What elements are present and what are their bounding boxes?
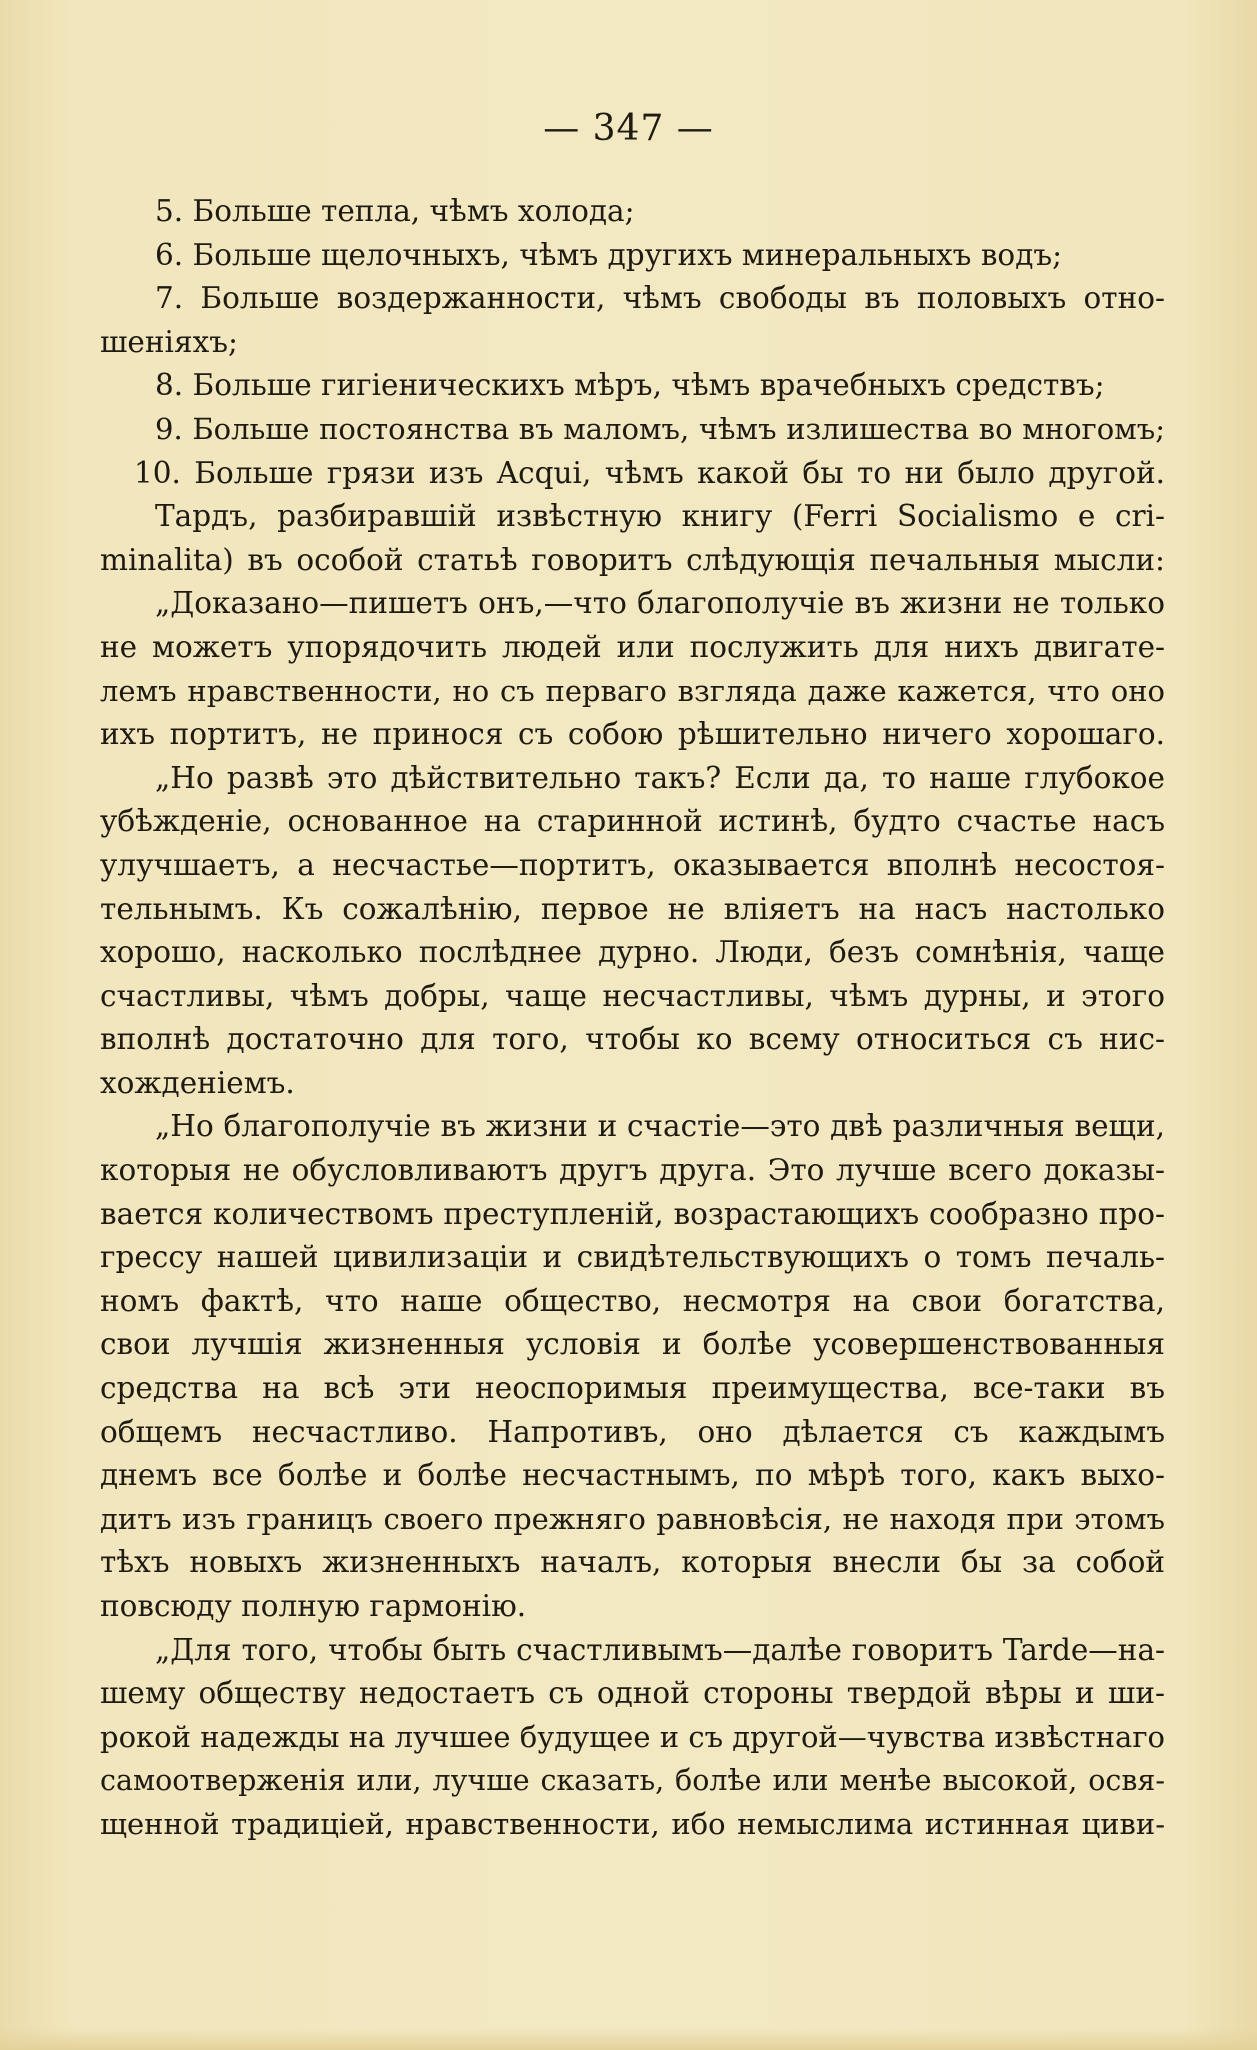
text-line: Тардъ, разбиравшій извѣстную книгу (Ferri Socialismo e cri- [155, 499, 1165, 534]
text-line: лемъ нравственности, но съ перваго взгляда даже кажется, что оно [100, 673, 1165, 708]
text-line: 9. Больше постоянства въ маломъ, чѣмъ излишества во многомъ; [155, 411, 1165, 446]
text-line: днемъ все болѣе и болѣе несчастнымъ, по мѣрѣ того, какъ выхо- [100, 1458, 1165, 1493]
text-line: minalita) въ особой статьѣ говоритъ слѣдующія печальныя мысли: [100, 542, 1165, 577]
text-line: щенной традиціей, нравственности, ибо немыслима истинная циви- [100, 1806, 1165, 1841]
text-line: грессу нашей цивилизаціи и свидѣтельствующихъ о томъ печаль- [100, 1240, 1165, 1275]
text-line: шеніяхъ; [100, 324, 238, 359]
text-line: вполнѣ достаточно для того, чтобы ко всему относиться съ нис- [100, 1022, 1165, 1057]
page-bottom-edge [0, 2028, 1257, 2050]
text-line: дитъ изъ границъ своего прежняго равновѣсія, не находя при этомъ [100, 1501, 1165, 1536]
text-line: „Для того, чтобы быть счастливымъ—далѣе говоритъ Tarde—на- [155, 1632, 1165, 1667]
text-line: 10. Больше грязи изъ Acqui, чѣмъ какой бы то ни было другой. [134, 455, 1165, 490]
text-line: улучшаетъ, а несчастье—портитъ, оказывается вполнѣ несостоя- [100, 847, 1165, 882]
text-line: тельнымъ. Къ сожалѣнію, первое не вліяетъ на насъ настолько [100, 891, 1165, 926]
text-line: средства на всѣ эти неоспоримыя преимущества, все-таки въ [100, 1371, 1165, 1406]
text-line: ихъ портитъ, не принося съ собою рѣшительно ничего хорошаго. [100, 717, 1165, 752]
text-line: повсюду полную гармонію. [100, 1589, 527, 1623]
text-line: счастливы, чѣмъ добры, чаще несчастливы, чѣмъ дурны, и этого [100, 978, 1165, 1013]
text-line: тѣхъ новыхъ жизненныхъ началъ, которыя внесли бы за собой [100, 1545, 1165, 1580]
text-line: „Но развѣ это дѣйствительно такъ? Если да, то наше глубокое [155, 760, 1165, 795]
text-line: общемъ несчастливо. Напротивъ, оно дѣлается съ каждымъ [100, 1414, 1165, 1449]
text-line: номъ фактѣ, что наше общество, несмотря на свои богатства, [100, 1283, 1165, 1318]
text-line: шему обществу недостаетъ съ одной стороны твердой вѣры и ши- [100, 1676, 1165, 1711]
text-line: хожденіемъ. [100, 1065, 295, 1100]
text-line: свои лучшія жизненныя условія и болѣе усовершенствованныя [100, 1327, 1165, 1362]
text-line: хорошо, насколько послѣднее дурно. Люди, безъ сомнѣнія, чаще [100, 935, 1165, 970]
text-line: рокой надежды на лучшее будущее и съ другой—чувства извѣстнаго [100, 1719, 1165, 1754]
text-line: 7. Больше воздержанности, чѣмъ свободы въ половыхъ отно- [155, 281, 1165, 316]
text-line: самоотверженія или, лучше сказать, болѣе или менѣе высокой, освя- [100, 1764, 1165, 1798]
text-line: 8. Больше гигіеническихъ мѣръ, чѣмъ врачебныхъ средствъ; [155, 368, 1105, 403]
text-line: „Доказано—пишетъ онъ,—что благополучіе въ жизни не только [155, 586, 1165, 621]
page-number: — 347 — [543, 108, 714, 149]
body-text [100, 190, 1165, 1847]
text-line: 5. Больше тепла, чѣмъ холода; [155, 194, 635, 228]
text-line: которыя не обусловливаютъ другъ друга. Это лучше всего доказы- [100, 1153, 1165, 1188]
text-line: 6. Больше щелочныхъ, чѣмъ другихъ минеральныхъ водъ; [155, 237, 1063, 272]
text-line: убѣжденіе, основанное на старинной истинѣ, будто счастье насъ [100, 804, 1165, 839]
text-line: вается количествомъ преступленій, возрастающихъ сообразно про- [100, 1196, 1165, 1231]
text-line: не можетъ упорядочить людей или послужить для нихъ двигате- [100, 629, 1165, 664]
text-line: „Но благополучіе въ жизни и счастіе—это двѣ различныя вещи, [155, 1109, 1165, 1144]
